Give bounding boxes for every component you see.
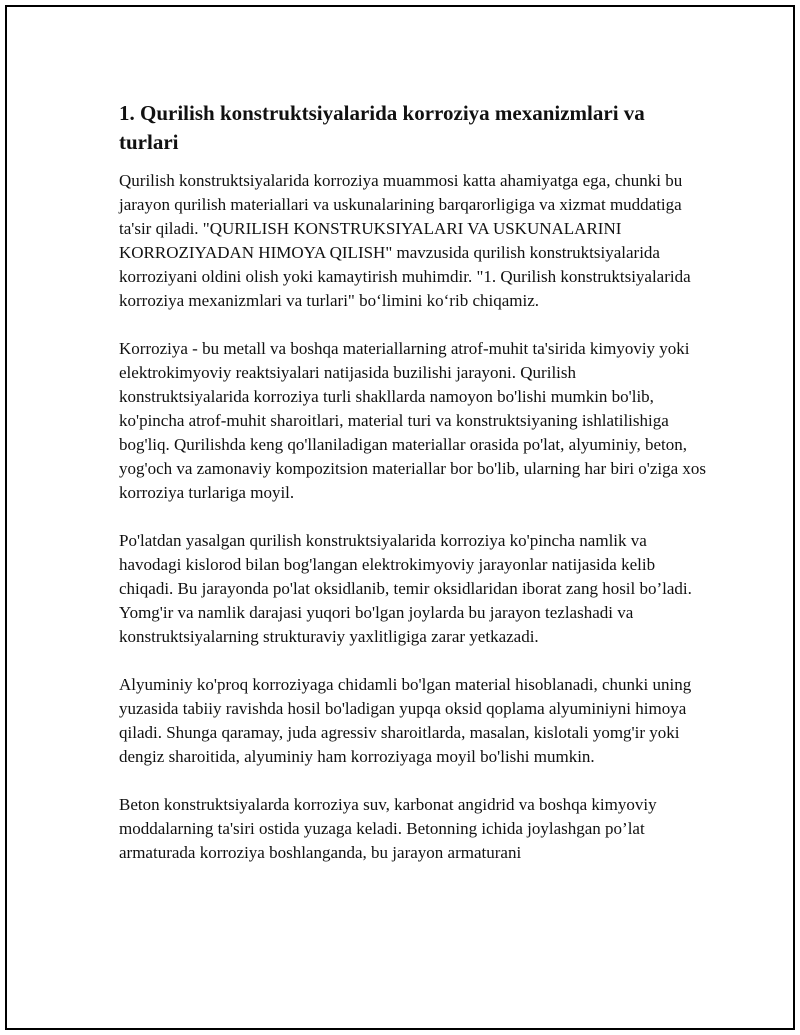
- section-heading: 1. Qurilish konstruktsiyalarida korroziya mexanizmlari va turlari: [119, 101, 645, 154]
- paragraph-intro: Qurilish konstruktsiyalarida korroziya muammosi katta ahamiyatga ega, chunki bu jarayon qurilish materiallari va uskunalarining barqarorligiga va xizmat muddatiga ta'sir qiladi. "QURILISH KONSTRUKSIYALARI VA USKUNALARINI KORROZIYADAN HIMOYA QILISH" mavzusida qurilish konstruktsiyalarida korroziyani oldini olish yoki kamaytirish muhimdir. "1. Qurilish konstruktsiyalarida korroziya mexanizmlari va turlari" bo‘limini ko‘rib chiqamiz.: [119, 171, 691, 310]
- document-content: [119, 99, 709, 865]
- paragraph-concrete-corrosion: Beton konstruktsiyalarda korroziya suv, karbonat angidrid va boshqa kimyoviy moddalarning ta'siri ostida yuzaga keladi. Betonning ichida joylashgan po’lat armaturada korroziya boshlanganda, bu jarayon armaturani: [119, 795, 657, 862]
- paragraph-aluminium-corrosion: Alyuminiy ko'proq korroziyaga chidamli bo'lgan material hisoblanadi, chunki uning yuzasida tabiiy ravishda hosil bo'ladigan yupqa oksid qoplama alyuminiyni himoya qiladi. Shunga qaramay, juda agressiv sharoitlarda, masalan, kislotali yomg'ir yoki dengiz sharoitida, alyuminiy ham korroziyaga moyil bo'lishi mumkin.: [119, 675, 692, 766]
- paragraph-steel-corrosion: Po'latdan yasalgan qurilish konstruktsiyalarida korroziya ko'pincha namlik va havodagi kislorod bilan bog'langan elektrokimyoviy jarayonlar natijasida kelib chiqadi. Bu jarayonda po'lat oksidlanib, temir oksidlaridan iborat zang hosil bo’ladi. Yomg'ir va namlik darajasi yuqori bo'lgan joylarda bu jarayon tezlashadi va konstruktsiyalarning strukturaviy yaxlitligiga zarar yetkazadi.: [119, 531, 692, 646]
- document-page: [5, 5, 795, 1030]
- paragraph-corrosion-definition: Korroziya - bu metall va boshqa materiallarning atrof-muhit ta'sirida kimyoviy yoki elektrokimyoviy reaktsiyalari natijasida buzilishi jarayoni. Qurilish konstruktsiyalarida korroziya turli shakllarda namoyon bo'lishi mumkin bo'lib, ko'pincha atrof-muhit sharoitlari, material turi va konstruktsiyaning ishlatilishiga bog'liq. Qurilishda keng qo'llaniladigan materiallar orasida po'lat, alyuminiy, beton, yog'och va zamonaviy kompozitsion materiallar bor bo'lib, ularning har biri o'ziga xos korroziya turlariga moyil.: [119, 339, 707, 502]
